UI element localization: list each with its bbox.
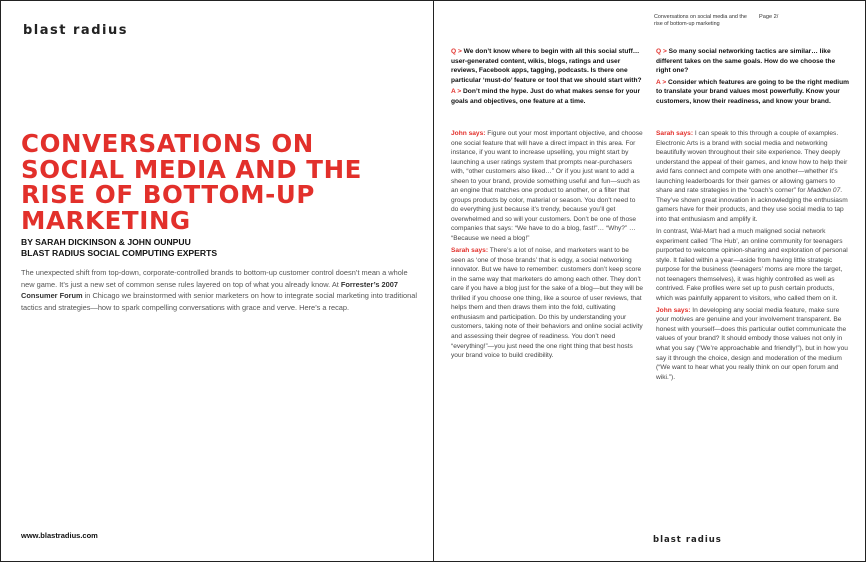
speaker-label: John says: [656,306,691,314]
byline-authors: BY SARAH DICKINSON & JOHN OUNPUU [21,237,191,247]
question-1-text: We don’t know where to begin with all this social stuff… user-generated content, wikis, blogs, ratings and user reviews, Facebook apps, tagging, podcasts. Is there one particular ‘must-do’ feature or tool that we should start with? [451,48,642,84]
byline-role: BLAST RADIUS SOCIAL COMPUTING EXPERTS [21,248,218,258]
speaker-label: Sarah says: [656,130,694,137]
qa-block-1 [451,47,643,109]
answer-2-text: Consider which features are going to be the right medium to translate your brand values most powerfully. Know your customers, know their readiness, and know your brand. [656,78,850,105]
speaker-label: John says: [451,130,486,137]
answer-1 [451,87,643,106]
paragraph-text: There’s a lot of noise, and marketers want to be seen as ‘one of those brands’ that is edgy, a social networking innovator. But we have to remember: customers don’t keep score in the same way that marketers do among each other. They don’t care if you have a blog just for the sake of a blog—but they will be thrilled if you choose one thing, like a source of user reviews, that helps them and then draws them into the fold, cultivating enthusiasm and participation. Do this by understanding your customers, taking note of their behaviors and online social activity and assessing their degree of readiness. You don’t need “everything!”—you just need the one right thing that best hosts your brand voice to build credibility. [451,247,644,360]
speaker-label: Sarah says: [451,247,489,255]
intro-text-b: in Chicago we brainstormed with senior marketers on how to integrate social marketing into traditional tactics and strategies—how to spark compelling conversations with grace and verve. Here’s a recap. [21,291,417,312]
paragraph [656,129,852,224]
answer-1-text: Don’t mind the hype. Just do what makes sense for your goals and objectives, one feature at a time. [451,88,641,105]
body-column-2 [656,129,852,385]
footer-logo: blast radius [653,535,722,545]
paragraph [656,306,852,382]
answer-label: A > [656,78,667,86]
question-label: Q > [656,48,667,55]
question-2-text: So many social networking tactics are similar… like different takes on the same goals. How do we choose the right one? [656,48,836,75]
brand-logo: blast radius [23,23,128,38]
footer-url-link[interactable]: www.blastradius.com [21,531,98,540]
qa-block-2 [656,47,851,109]
page-divider [433,1,434,561]
intro-event-name: Forrester’s 2007 Consumer Forum [21,279,398,300]
body-column-1 [451,129,644,363]
article-title: CONVERSATIONS ON SOCIAL MEDIA AND THE RISE OF BOTTOM-UP MARKETING [21,129,363,235]
game-title: Madden 07 [807,187,841,195]
answer-2 [656,78,851,107]
question-1 [451,47,643,85]
question-2 [656,47,851,76]
paragraph-text: In contrast, Wal-Mart had a much maligned social network experiment called ‘The Hub’, an online community for teenagers purported to welcome opinion-sharing and exploration of personal style. It failed within a year—aside from having little strategic purpose for the business (teenagers’ moms are more the target, not teenagers themselves), it was highly controlled as well as contrived. Fake profiles were set up to push certain products, which was painfully apparent to visitors, who called them on it. [656,227,848,302]
paragraph [451,246,644,361]
paragraph-text: In developing any social media feature, make sure your motives are genuine and your involvement transparent. Be honest with yourself—does this particular outlet communicate the values of your brand? It should embody those values not only in what you say (“We’re approachable and friendly!”), but in how you say it through the choice, design and moderation of the medium (“We want to hear what you really think on our open forum and wiki.”). [656,306,848,381]
byline [21,237,421,259]
answer-label: A > [451,88,462,96]
intro-text-a: The unexpected shift from top-down, corporate-controlled brands to bottom-up customer control doesn’t mean a whole new game. It’s just a new set of common sense rules layered on top of what you already know. At [21,268,408,289]
running-header: Conversations on social media and the rise of bottom-up marketing [654,14,747,27]
intro-paragraph [21,267,421,313]
paragraph-text: I can speak to this through a couple of examples. Electronic Arts is a brand with social media and networking beautifully woven throughout their site experience. They deeply understand the appeal of their games, and know how to help their avid fans connect and compete with one another—whether it’s launching leaderboards for their games or allowing gamers to share and rate strategies in the “coach’s corner” for [656,130,848,195]
paragraph [656,227,852,303]
paragraph-text: . They’ve shown great innovation in acknowledging the enthusiasm gamers have for their products, and they use social media to tap into that enthusiasm and amplify it. [656,187,848,223]
page-number: Page 2/ [759,14,779,20]
paragraph-text: Figure out your most important objective, and choose one social feature that will have a direct impact in this area. For instance, if you want to increase upselling, you might start by launching a user ratings system that prompts near-purchasers with, “other customers also liked…” Or if you just want to add a sheen to your brand, provide something useful and fun—such as an engine that matches one product to another, or a filter that groups products by color, material or season. You don’t need to do everything just because it’s trendy, because you’ll get overwhelmed and so will your customers. Don’t be one of those companies that says: “We have to do a blog, fast!”… “Why?” … “Because we need a blog!” [451,130,643,243]
paragraph [451,129,644,244]
question-label: Q > [451,48,462,55]
